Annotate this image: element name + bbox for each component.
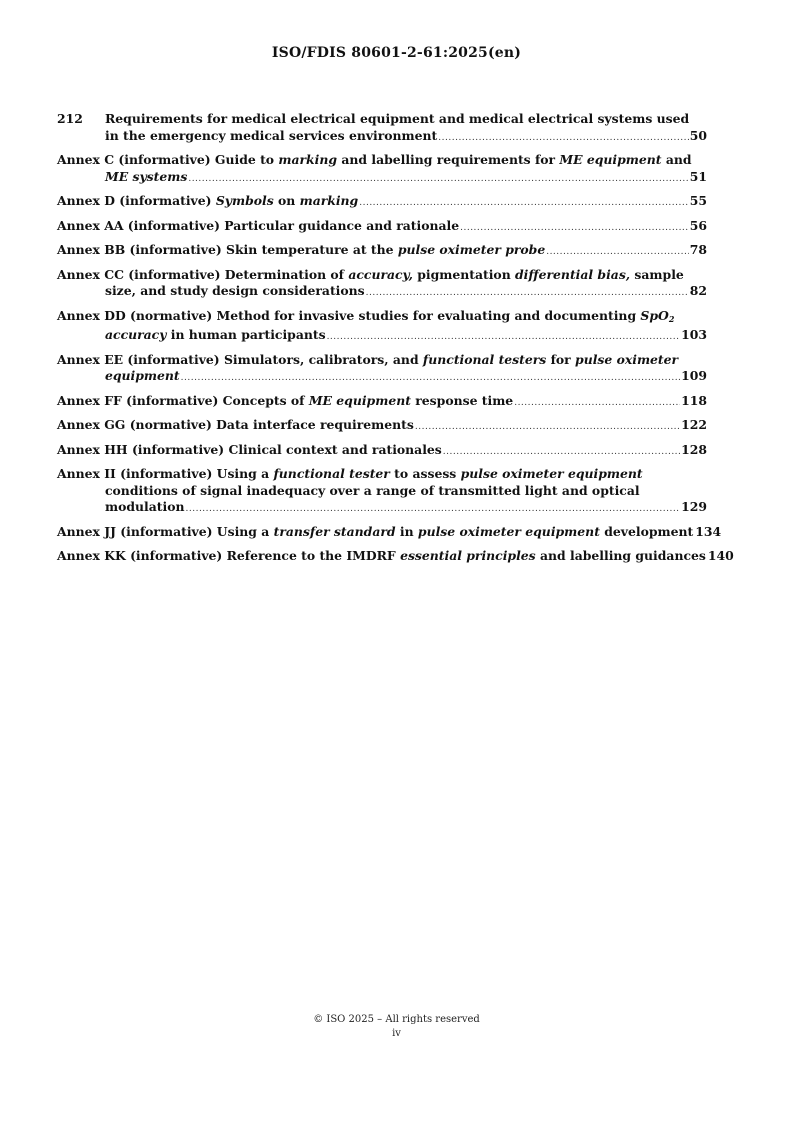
- toc-entry-annex-ee[interactable]: [57, 352, 707, 387]
- toc-entry-title-cont: equipment: [105, 368, 180, 383]
- toc-entry-annex-d[interactable]: [57, 193, 707, 212]
- toc-entry-title-cont: accuracy in human participants: [105, 327, 326, 342]
- toc-entry-annex-kk[interactable]: [57, 548, 734, 567]
- toc-page-number: 129: [681, 499, 707, 514]
- toc-entry-annex-ff[interactable]: [57, 393, 707, 412]
- page-footer: [0, 1013, 793, 1041]
- document-header: ISO/FDIS 80601-2-61:2025(en): [271, 45, 522, 61]
- toc-entry-title-cont: size, and study design considerations: [105, 283, 365, 298]
- toc-entry-title-cont: in the emergency medical services environment: [105, 127, 438, 143]
- toc-page-number: 103: [681, 327, 707, 342]
- toc-entry-title: Annex C (informative) Guide to marking and labelling requirements for ME equipment and: [57, 152, 692, 167]
- toc-entry-annex-ii[interactable]: [57, 466, 707, 518]
- toc-entry-title: Annex KK (informative) Reference to the IMDRF essential principles and labelling guidances: [57, 548, 706, 563]
- toc-entry-annex-dd[interactable]: [57, 308, 707, 346]
- toc-page-number: 109: [681, 368, 707, 383]
- toc-page-number: 50: [689, 127, 707, 143]
- toc-entry-title: Annex BB (informative) Skin temperature at the pulse oximeter probe: [57, 242, 546, 257]
- dot-leader: [514, 395, 680, 412]
- toc-entry-title: Annex DD (normative) Method for invasive studies for evaluating and documenting SpO$_2$: [57, 307, 675, 324]
- toc-entry-title: Annex EE (informative) Simulators, calibrators, and functional testers for pulse oximeter: [57, 351, 679, 367]
- toc-entry-annex-c[interactable]: [57, 152, 707, 187]
- toc-entry-title: Annex FF (informative) Concepts of ME equipment response time: [57, 392, 514, 408]
- dot-leader: [366, 285, 689, 302]
- toc-entry-annex-gg[interactable]: [57, 417, 707, 436]
- toc-page-number: 55: [689, 193, 707, 208]
- toc-entry-title: Requirements for medical electrical equipment and medical electrical systems used: [105, 111, 690, 126]
- toc-entry-title: Annex GG (normative) Data interface requirements: [57, 417, 414, 432]
- toc-entry-title: Annex D (informative) Symbols on marking: [57, 193, 359, 208]
- dot-leader: [460, 220, 689, 237]
- toc-entry-annex-jj[interactable]: [57, 523, 722, 543]
- dot-leader: [188, 171, 688, 188]
- toc-entry-title: Annex AA (informative) Particular guidance and rationale: [57, 217, 460, 233]
- toc-entry-title: Annex HH (informative) Clinical context and rationales: [57, 441, 442, 457]
- toc-entry-title: Annex JJ (informative) Using a transfer standard in pulse oximeter equipment development: [57, 523, 694, 539]
- toc-page-number: 134: [695, 523, 722, 539]
- dot-leader: [327, 329, 681, 346]
- toc-entry-title-cont: modulation: [105, 499, 185, 514]
- dot-leader: [546, 244, 689, 261]
- dot-leader: [181, 370, 680, 387]
- toc-page-number: 140: [707, 548, 734, 563]
- toc-entry-212[interactable]: [57, 111, 707, 146]
- toc-page-number: 122: [681, 417, 707, 432]
- dot-leader: [415, 419, 680, 436]
- toc-page-number: 118: [681, 392, 707, 408]
- copyright-notice: © ISO 2025 – All rights reserved: [313, 1014, 480, 1025]
- toc-page-number: 51: [689, 168, 707, 184]
- dot-leader: [438, 130, 688, 147]
- dot-leader: [359, 195, 689, 212]
- toc-clause-number: 212: [57, 111, 83, 126]
- toc-page-number: 82: [689, 283, 707, 298]
- toc-entry-title-cont: conditions of signal inadequacy over a range of transmitted light and optical: [105, 482, 640, 498]
- toc-page-number: 56: [689, 217, 707, 233]
- toc-page-number: 78: [689, 242, 707, 257]
- toc-entry-annex-cc[interactable]: [57, 267, 707, 302]
- page-number: iv: [392, 1028, 401, 1039]
- dot-leader: [186, 501, 681, 518]
- table-of-contents: [57, 111, 734, 573]
- toc-entry-annex-aa[interactable]: [57, 218, 707, 237]
- toc-page-number: 128: [681, 441, 707, 457]
- dot-leader: [443, 444, 680, 461]
- toc-entry-annex-bb[interactable]: [57, 242, 707, 261]
- toc-entry-annex-hh[interactable]: [57, 442, 707, 461]
- toc-entry-title-cont: ME systems: [105, 168, 188, 184]
- toc-entry-title: Annex CC (informative) Determination of accuracy, pigmentation differential bias, sample: [57, 266, 684, 282]
- toc-entry-title: Annex II (informative) Using a functional tester to assess pulse oximeter equipment: [57, 466, 643, 481]
